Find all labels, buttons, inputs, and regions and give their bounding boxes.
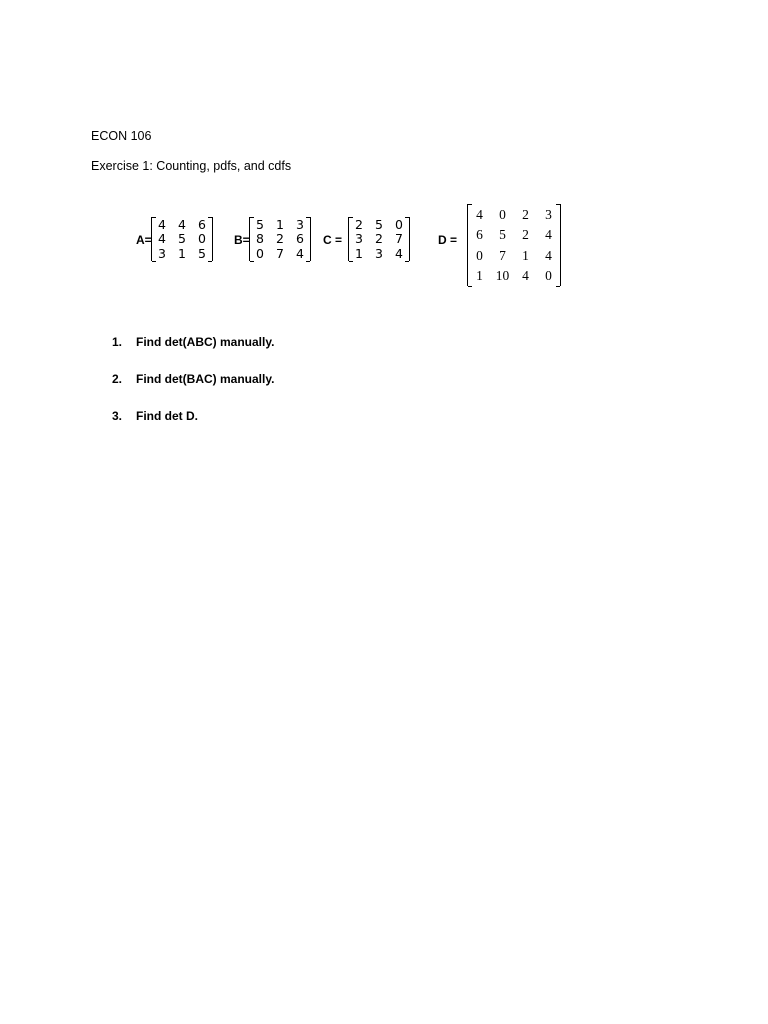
- matrix-a: [151, 217, 213, 261]
- matrix-c-grid: [349, 217, 409, 261]
- matrix-cell: 3: [355, 231, 363, 247]
- matrix-row: [152, 232, 212, 247]
- matrix-c: [348, 217, 410, 261]
- question-list: [112, 334, 274, 445]
- matrix-b-grid: [250, 217, 310, 261]
- matrix-cell: 0: [256, 246, 264, 262]
- matrix-cell: 7: [395, 231, 403, 247]
- matrix-cell: 8: [256, 231, 264, 247]
- matrix-row: [250, 232, 310, 247]
- course-title: ECON 106: [91, 129, 152, 143]
- matrix-cell: 6: [296, 231, 304, 247]
- matrix-cell: 3: [545, 206, 552, 222]
- matrix-cell: 4: [296, 246, 304, 262]
- matrix-cell: 2: [276, 231, 284, 247]
- matrix-cell: 7: [499, 247, 506, 263]
- matrix-cell: 4: [476, 206, 483, 222]
- question-number: 3.: [112, 409, 123, 423]
- matrix-cell: 4: [395, 246, 403, 262]
- matrix-cell: 10: [495, 268, 510, 284]
- matrix-cell: 2: [522, 206, 529, 222]
- matrix-cell: 7: [276, 246, 284, 262]
- matrix-row: [349, 246, 409, 261]
- matrix-d-label: D =: [438, 233, 458, 247]
- matrix-cell: 5: [198, 246, 206, 262]
- matrix-b-label: B=: [234, 233, 250, 247]
- matrix-cell: 6: [476, 227, 483, 243]
- matrix-row: [250, 246, 310, 261]
- matrix-row: [152, 246, 212, 261]
- matrix-row: [349, 217, 409, 232]
- matrix-d: [467, 204, 561, 286]
- matrix-cell: 3: [158, 246, 166, 262]
- matrix-d-grid: [468, 204, 560, 286]
- matrix-a-grid: [152, 217, 212, 261]
- matrix-cell: 0: [395, 216, 403, 232]
- exercise-title: Exercise 1: Counting, pdfs, and cdfs: [91, 159, 292, 173]
- matrix-cell: 1: [355, 246, 363, 262]
- question-item: [112, 408, 274, 445]
- matrix-cell: 4: [158, 231, 166, 247]
- matrix-cell: 1: [522, 247, 529, 263]
- matrix-cell: 0: [545, 268, 552, 284]
- question-item: [112, 371, 274, 408]
- matrix-cell: 0: [198, 231, 206, 247]
- matrix-cell: 3: [375, 246, 383, 262]
- matrix-row: [468, 204, 560, 225]
- matrix-row: [468, 266, 560, 287]
- matrix-cell: 6: [198, 216, 206, 232]
- matrix-cell: 2: [375, 231, 383, 247]
- matrix-row: [152, 217, 212, 232]
- matrix-cell: 4: [545, 247, 552, 263]
- question-item: [112, 334, 274, 371]
- matrix-row: [468, 225, 560, 246]
- matrix-cell: 5: [256, 216, 264, 232]
- matrix-cell: 1: [476, 268, 483, 284]
- matrix-cell: 1: [276, 216, 284, 232]
- matrix-cell: 4: [522, 268, 529, 284]
- matrix-cell: 4: [545, 227, 552, 243]
- question-text: Find det(BAC) manually.: [136, 372, 275, 386]
- matrix-cell: 2: [522, 227, 529, 243]
- matrix-c-label: C =: [323, 233, 343, 247]
- matrix-cell: 1: [178, 246, 186, 262]
- question-number: 1.: [112, 335, 123, 349]
- matrix-cell: 0: [499, 206, 506, 222]
- question-number: 2.: [112, 372, 123, 386]
- matrix-b: [249, 217, 311, 261]
- matrix-cell: 4: [158, 216, 166, 232]
- matrix-cell: 2: [355, 216, 363, 232]
- matrix-cell: 5: [375, 216, 383, 232]
- matrix-row: [250, 217, 310, 232]
- matrix-cell: 5: [178, 231, 186, 247]
- matrix-cell: 3: [296, 216, 304, 232]
- matrix-row: [349, 232, 409, 247]
- matrix-cell: 4: [178, 216, 186, 232]
- matrix-a-label: A=: [136, 233, 152, 247]
- matrix-row: [468, 245, 560, 266]
- question-text: Find det D.: [136, 409, 198, 423]
- matrix-cell: 5: [499, 227, 506, 243]
- question-text: Find det(ABC) manually.: [136, 335, 275, 349]
- matrix-cell: 0: [476, 247, 483, 263]
